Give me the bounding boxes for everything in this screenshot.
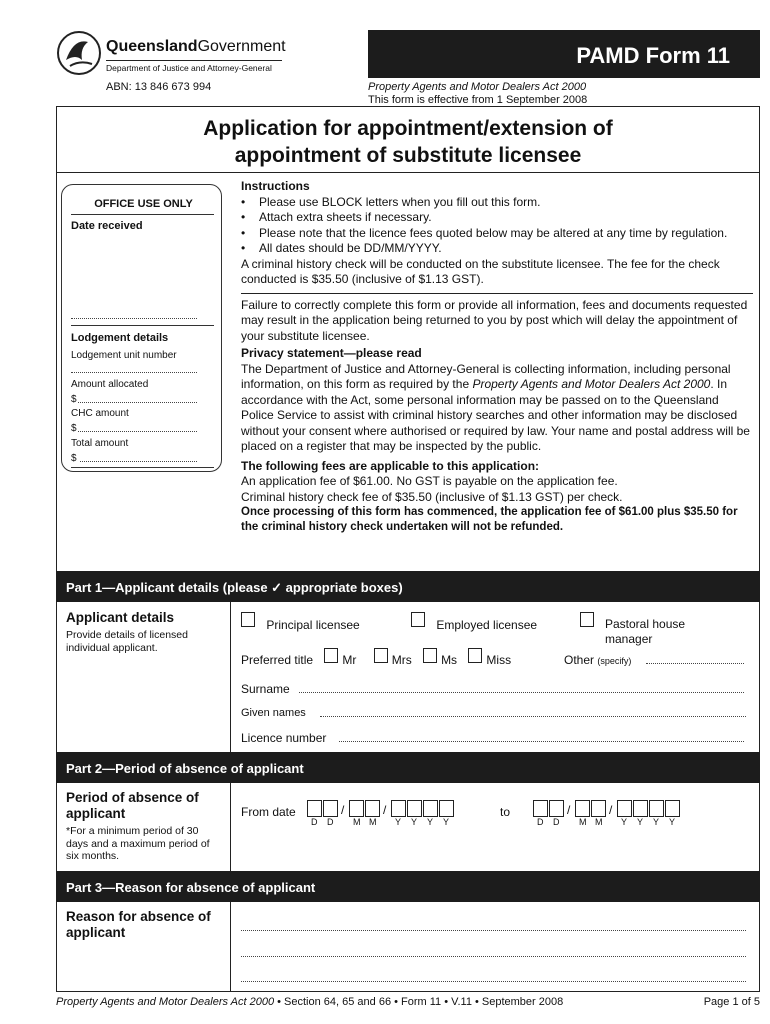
instruction-item: • Please use BLOCK letters when you fill out this form.: [241, 194, 541, 209]
option-principal-label: Principal licensee: [266, 618, 360, 632]
checkbox-pastoral[interactable]: [580, 612, 594, 627]
instruction-text: Attach extra sheets if necessary.: [259, 210, 432, 224]
other-label: Other: [564, 653, 595, 667]
title-divider: [56, 172, 760, 173]
part1-label: Applicant details: [66, 610, 175, 625]
given-names-input[interactable]: [320, 716, 746, 717]
date-received-label: Date received: [71, 220, 143, 232]
lodgement-rule: [71, 325, 214, 326]
instruction-text: Please use BLOCK letters when you fill out this form.: [259, 194, 541, 209]
date-digit-caption: D: [553, 817, 560, 827]
lodgement-details-label: Lodgement details: [71, 332, 169, 344]
title-mrs-label: Mrs: [391, 653, 412, 667]
instruction-item: • Please note that the licence fees quoted below may be altered at any time by regulation.: [241, 225, 728, 240]
preferred-title-label: Preferred title: [241, 653, 314, 667]
date-digit-box[interactable]: [575, 800, 590, 817]
office-use-heading: OFFICE USE ONLY: [94, 198, 193, 210]
checkbox-principal[interactable]: [241, 612, 255, 627]
checkbox-mr[interactable]: [324, 648, 338, 663]
part3-divider: [230, 902, 231, 992]
surname-label: Surname: [241, 682, 290, 696]
date-separator: /: [341, 803, 345, 817]
surname-input[interactable]: [299, 692, 744, 693]
privacy-act-name: Property Agents and Motor Dealers Act 2000: [472, 377, 711, 391]
date-separator: /: [567, 803, 571, 817]
form-title: PAMD Form 11: [576, 43, 730, 68]
date-digit-caption: M: [579, 817, 587, 827]
part3-label: Reason for absence of applicant: [66, 909, 211, 940]
page-number: Page 1 of 5: [703, 996, 760, 1008]
date-digit-caption: Y: [637, 817, 644, 827]
chc-amount-line: [78, 431, 197, 432]
instruction-text: All dates should be DD/MM/YYYY.: [259, 241, 442, 255]
page-title-line2: appointment of substitute licensee: [234, 144, 582, 167]
part2-divider: [230, 783, 231, 871]
date-digit-box[interactable]: [407, 800, 422, 817]
date-digit-caption: Y: [411, 817, 418, 827]
date-digit-box[interactable]: [349, 800, 364, 817]
fee-refund-notice: Once processing of this form has commenced, the application fee of $61.00 plus $35.50 for the criminal history check undertaken will not be refunded.: [241, 506, 738, 533]
checkbox-ms[interactable]: [423, 648, 437, 663]
total-amount-line: [80, 461, 197, 462]
qld-logo: [56, 30, 102, 76]
lodgement-unit-label: Lodgement unit number: [71, 350, 177, 361]
date-digit-caption: Y: [443, 817, 450, 827]
licence-number-label: Licence number: [241, 731, 327, 745]
lodgement-unit-line: [71, 372, 197, 373]
date-digit-caption: Y: [395, 817, 402, 827]
privacy-text-b: . In accordance with the Act, some personal information may be passed on to the Queensland Police Service to assist with criminal history searches and other information may be disclosed without your consent where authorised or required by law. Your name and postal address will be placed on a register that may be inspected by the public.: [241, 377, 750, 453]
reason-line-3[interactable]: [241, 981, 746, 982]
footer-details: • Section 64, 65 and 66 • Form 11 • V.11 • September 2008: [274, 996, 564, 1008]
date-digit-caption: M: [369, 817, 377, 827]
failure-text: Failure to correctly complete this form or provide all information, fees and documents requested may result in the application being returned to you by post which will delay the appointment of your substitute licensee.: [241, 297, 748, 343]
date-separator: /: [609, 803, 613, 817]
date-digit-box[interactable]: [439, 800, 454, 817]
part2-label: Period of absence of applicant: [66, 790, 199, 821]
instruction-item: • Attach extra sheets if necessary.: [241, 210, 432, 224]
date-digit-box[interactable]: [365, 800, 380, 817]
title-mr-label: Mr: [342, 653, 357, 667]
reason-line-2[interactable]: [241, 956, 746, 957]
amount-allocated-line: [78, 402, 197, 403]
date-digit-box[interactable]: [307, 800, 322, 817]
date-digit-box[interactable]: [423, 800, 438, 817]
option-pastoral[interactable]: [580, 612, 594, 627]
privacy-text-a: The Department of Justice and Attorney-General is collecting information, including personal information, on this form as required by the: [241, 361, 731, 391]
form-title-banner: [368, 30, 760, 78]
date-digit-box[interactable]: [633, 800, 648, 817]
footer-text: [56, 996, 563, 1008]
gov-rule: [106, 60, 282, 61]
gov-wordmark: [106, 38, 286, 56]
title-ms-label: Ms: [441, 653, 458, 667]
date-digit-caption: Y: [427, 817, 434, 827]
date-separator: /: [383, 803, 387, 817]
date-digit-box[interactable]: [649, 800, 664, 817]
office-use-bottom-rule: [71, 467, 214, 468]
date-digit-caption: M: [595, 817, 603, 827]
option-employed[interactable]: [411, 612, 538, 632]
date-digit-box[interactable]: [391, 800, 406, 817]
reason-line-1[interactable]: [241, 930, 746, 931]
part1-bar: Part 1—Applicant details (please ✓ appropriate boxes): [56, 571, 760, 602]
title-miss-label: Miss: [486, 653, 512, 667]
part1-divider: [230, 602, 231, 754]
checkbox-employed[interactable]: [411, 612, 425, 627]
date-digit-caption: Y: [669, 817, 676, 827]
total-amount-dollar: $: [71, 453, 77, 464]
total-amount-label: Total amount: [71, 438, 129, 449]
date-digit-caption: D: [311, 817, 318, 827]
date-digit-box[interactable]: [617, 800, 632, 817]
specify-label: (specify): [597, 656, 632, 666]
date-digit-caption: D: [537, 817, 544, 827]
checkbox-miss[interactable]: [468, 648, 482, 663]
option-principal[interactable]: [241, 612, 360, 632]
page-title-line1: Application for appointment/extension of: [203, 117, 613, 140]
other-title-input[interactable]: [646, 663, 744, 664]
from-date-label: From date: [241, 805, 296, 819]
given-names-label: Given names: [241, 707, 306, 719]
page-title: [56, 115, 760, 169]
fee-application: An application fee of $61.00. No GST is payable on the application fee.: [241, 474, 618, 488]
date-digit-caption: D: [327, 817, 334, 827]
to-label: to: [500, 805, 511, 819]
part3-bar: Part 3—Reason for absence of applicant: [56, 871, 760, 902]
date-received-line: [71, 318, 197, 319]
chc-amount-label: CHC amount: [71, 408, 129, 419]
part2-bar: Part 2—Period of absence of applicant: [56, 752, 760, 783]
date-digit-box[interactable]: [665, 800, 680, 817]
chc-amount-dollar: $: [71, 423, 77, 434]
act-name: Property Agents and Motor Dealers Act 2000: [368, 81, 587, 93]
instructions-block: [241, 179, 753, 534]
date-digit-caption: Y: [653, 817, 660, 827]
amount-allocated-dollar: $: [71, 394, 77, 405]
office-use-rule: [71, 214, 214, 215]
date-digit-caption: M: [353, 817, 361, 827]
instruction-text: Please note that the licence fees quoted below may be altered at any time by regulation.: [259, 225, 728, 240]
preferred-title-row: [241, 648, 512, 667]
fee-criminal-check: Criminal history check fee of $35.50 (inclusive of $1.13 GST) per check.: [241, 489, 623, 504]
date-digit-box[interactable]: [591, 800, 606, 817]
gov-name-bold: Queensland: [106, 38, 198, 55]
date-digit-caption: Y: [621, 817, 628, 827]
date-digit-box[interactable]: [533, 800, 548, 817]
effective-date: This form is effective from 1 September 2008: [368, 94, 588, 106]
criminal-check-text: A criminal history check will be conducted on the substitute licensee. The fee for the check conducted is $35.50 (inclusive of $1.13 GST).: [241, 256, 720, 286]
checkbox-mrs[interactable]: [374, 648, 388, 663]
gov-name-regular: Government: [197, 38, 286, 55]
date-digit-box[interactable]: [549, 800, 564, 817]
part2-sub: *For a minimum period of 30 days and a maximum period of six months.: [66, 825, 210, 862]
date-digit-box[interactable]: [323, 800, 338, 817]
footer-act-name: Property Agents and Motor Dealers Act 2000: [56, 996, 275, 1008]
part1-sub: Provide details of licensed individual applicant.: [66, 629, 188, 654]
abn: ABN: 13 846 673 994: [106, 81, 212, 93]
option-employed-label: Employed licensee: [436, 618, 538, 632]
option-pastoral-label: Pastoral house manager: [605, 617, 686, 646]
other-title: [564, 653, 631, 667]
amount-allocated-label: Amount allocated: [71, 379, 149, 390]
licence-number-input[interactable]: [339, 741, 744, 742]
instruction-item: • All dates should be DD/MM/YYYY.: [241, 241, 442, 255]
privacy-heading: Privacy statement—please read: [241, 346, 422, 360]
privacy-text: [241, 362, 753, 455]
fees-heading: The following fees are applicable to this application:: [241, 458, 540, 473]
department-name: Department of Justice and Attorney-General: [106, 63, 272, 73]
instructions-heading: Instructions: [241, 179, 310, 193]
instructions-rule: [241, 293, 753, 294]
